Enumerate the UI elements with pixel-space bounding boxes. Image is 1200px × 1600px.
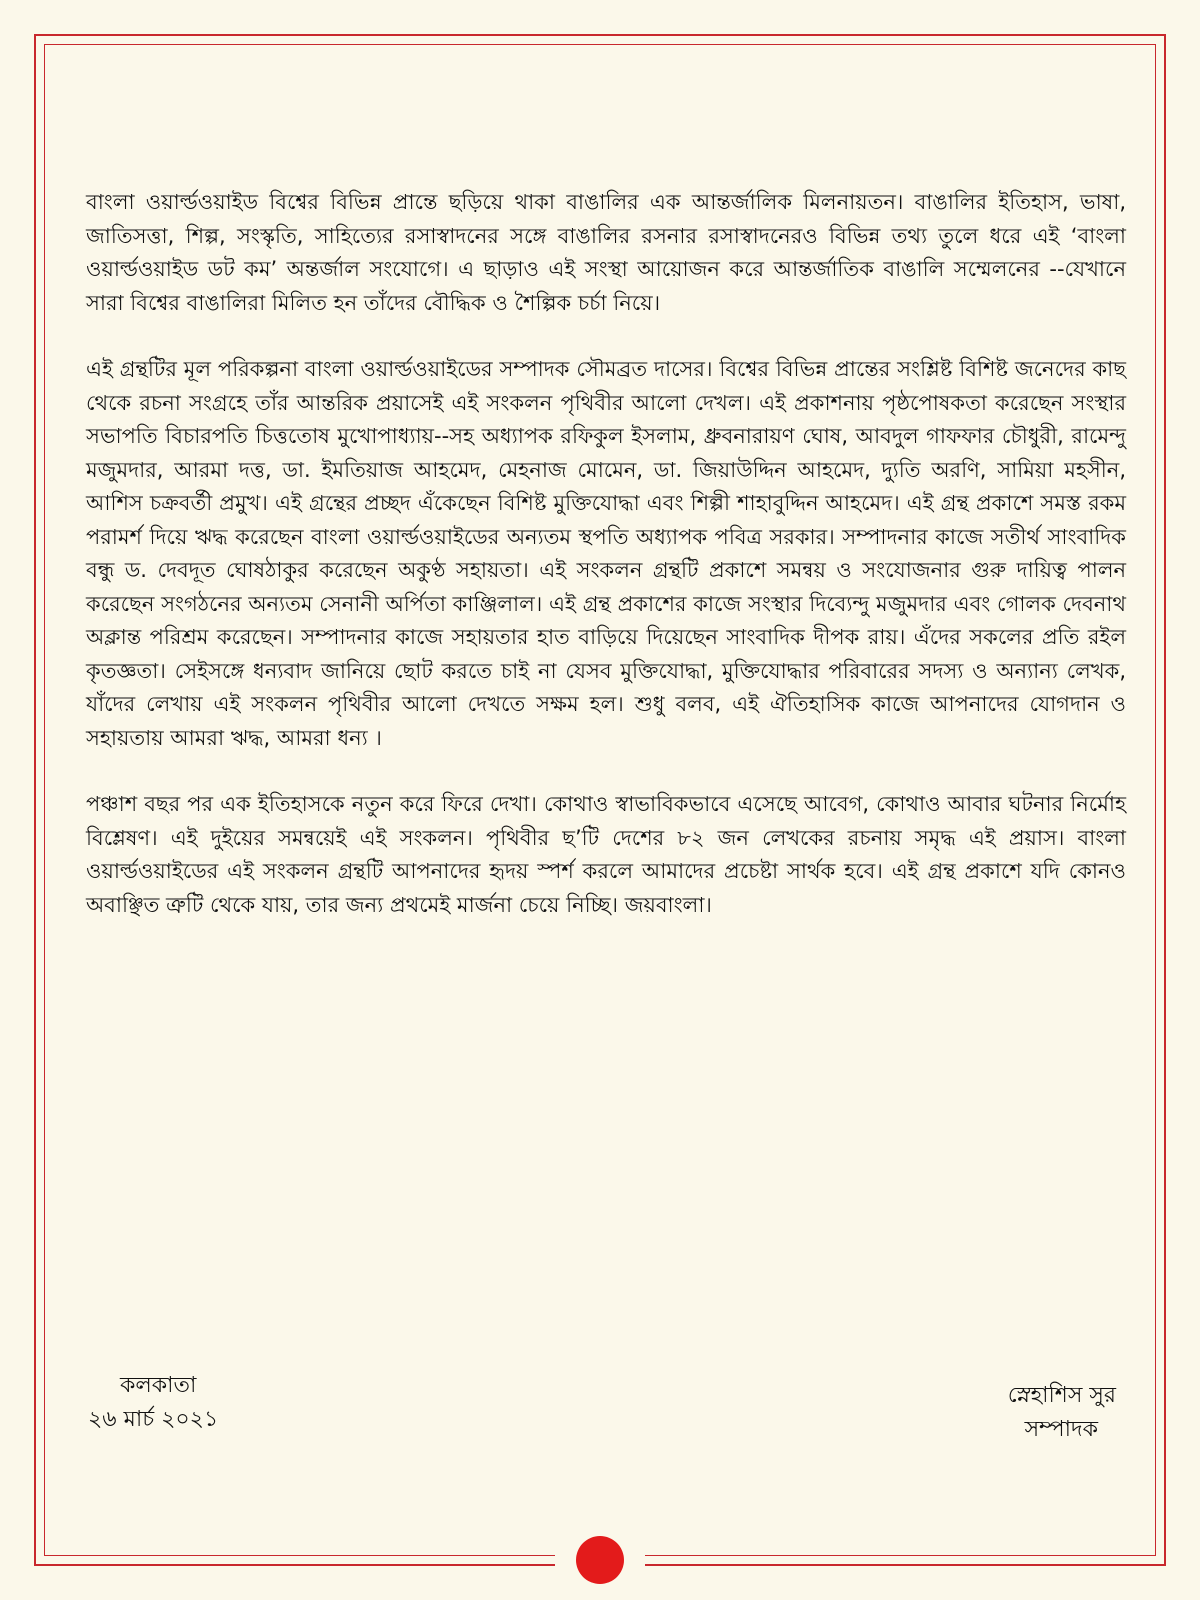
paragraph-intro: বাংলা ওয়ার্ল্ডওয়াইড বিশ্বের বিভিন্ন প্রান্তে ছড়িয়ে থাকা বাঙালির এক আন্তর্জালিক মিলনায়তন। বাঙালির ইতিহাস, ভাষা, জাতিসত্তা, শিল্প, সংস্কৃতি, সাহিত্যের রসাস্বাদনের সঙ্গে বাঙালির রসনার রসাস্বাদনেরও বিভিন্ন তথ্য তুলে ধরে এই ‘বাংলা ওয়ার্ল্ডওয়াইড ডট কম’ অন্তর্জাল সংযোগে। এ ছাড়াও এই সংস্থা আয়োজন করে আন্তর্জাতিক বাঙালি সম্মেলনের --যেখানে সারা বিশ্বের বাঙালিরা মিলিত হন তাঁদের বৌদ্ধিক ও শৈল্পিক চর্চা নিয়ে। bbox=[86, 190, 1126, 315]
paragraph-closing: পঞ্চাশ বছর পর এক ইতিহাসকে নতুন করে ফিরে দেখা। কোথাও স্বাভাবিকভাবে এসেছে আবেগ, কোথাও আবার ঘটনার নির্মোহ বিশ্লেষণ। এই দুইয়ের সমন্বয়েই এই সংকলন। পৃথিবীর ছ’টি দেশের ৮২ জন লেখকের রচনায় সমৃদ্ধ এই প্রয়াস। বাংলা ওয়ার্ল্ডওয়াইডের এই সংকলন গ্রন্থটি আপনাদের হৃদয় স্পর্শ করলে আমাদের প্রচেষ্টা সার্থক হবে। এই গ্রন্থ প্রকাশে যদি কোনও অবাঞ্ছিত ত্রুটি থেকে যায়, তার জন্য প্রথমেই মার্জনা চেয়ে নিচ্ছি। জয়বাংলা। bbox=[86, 792, 1126, 917]
paragraph-acknowledgements: এই গ্রন্থটির মূল পরিকল্পনা বাংলা ওয়ার্ল্ডওয়াইডের সম্পাদক সৌমব্রত দাসের। বিশ্বের বিভিন্ন প্রান্তের সংশ্লিষ্ট বিশিষ্ট জনেদের কাছ থেকে রচনা সংগ্রহে তাঁর আন্তরিক প্রয়াসেই এই সংকলন পৃথিবীর আলো দেখল। এই প্রকাশনায় পৃষ্ঠপোষকতা করেছেন সংস্থার সভাপতি বিচারপতি চিত্ততোষ মুখোপাধ্যায়--সহ অধ্যাপক রফিকুল ইসলাম, ধ্রুবনারায়ণ ঘোষ, আবদুল গাফফার চৌধুরী, রামেন্দু মজুমদার, আরমা দত্ত, ডা. ইমতিয়াজ আহমেদ, মেহনাজ মোমেন, ডা. জিয়াউদ্দিন আহমেদ, দ্যুতি অরণি, সামিয়া মহসীন, আশিস চক্রবর্তী প্রমুখ। এই গ্রন্থের প্রচ্ছদ এঁকেছেন বিশিষ্ট মুক্তিযোদ্ধা এবং শিল্পী শাহাবুদ্দিন আহমেদ। এই গ্রন্থ প্রকাশে সমস্ত রকম পরামর্শ দিয়ে ঋদ্ধ করেছেন বাংলা ওয়ার্ল্ডওয়াইডের অন্যতম স্থপতি অধ্যাপক পবিত্র সরকার। সম্পাদনার কাজে সতীর্থ সাংবাদিক বন্ধু ড. দেবদূত ঘোষঠাকুর করেছেন অকুণ্ঠ সহায়তা। এই সংকলন গ্রন্থটি প্রকাশে সমন্বয় ও সংযোজনার গুরু দায়িত্ব পালন করেছেন সংগঠনের অন্যতম সেনানী অর্পিতা কাঞ্জিলাল। এই গ্রন্থ প্রকাশের কাজে সংস্থার দিব্যেন্দু মজুমদার এবং গোলক দেবনাথ অক্লান্ত পরিশ্রম করেছেন। সম্পাদনার কাজে সহায়তার হাত বাড়িয়ে দিয়েছেন সাংবাদিক দীপক রায়। এঁদের সকলের প্রতি রইল কৃতজ্ঞতা। সেইসঙ্গে ধন্যবাদ জানিয়ে ছোট করতে চাই না যেসব মুক্তিযোদ্ধা, মুক্তিযোদ্ধার পরিবারের সদস্য ও অন্যান্য লেখক, যাঁদের লেখায় এই সংকলন পৃথিবীর আলো দেখতে সক্ষম হল। শুধু বলব, এই ঐতিহাসিক কাজে আপনাদের যোগদান ও সহায়তায় আমরা ঋদ্ধ, আমরা ধন্য । bbox=[86, 357, 1126, 750]
date: ২৬ মার্চ ২০২১ bbox=[88, 1407, 219, 1432]
red-dot-ornament bbox=[576, 1536, 624, 1584]
letter-body bbox=[86, 186, 1126, 955]
signature-name: স্নেহাশিস সুর bbox=[1007, 1383, 1116, 1408]
signature-title: সম্পাদক bbox=[1024, 1417, 1098, 1442]
place-name: কলকাতা bbox=[120, 1373, 197, 1398]
